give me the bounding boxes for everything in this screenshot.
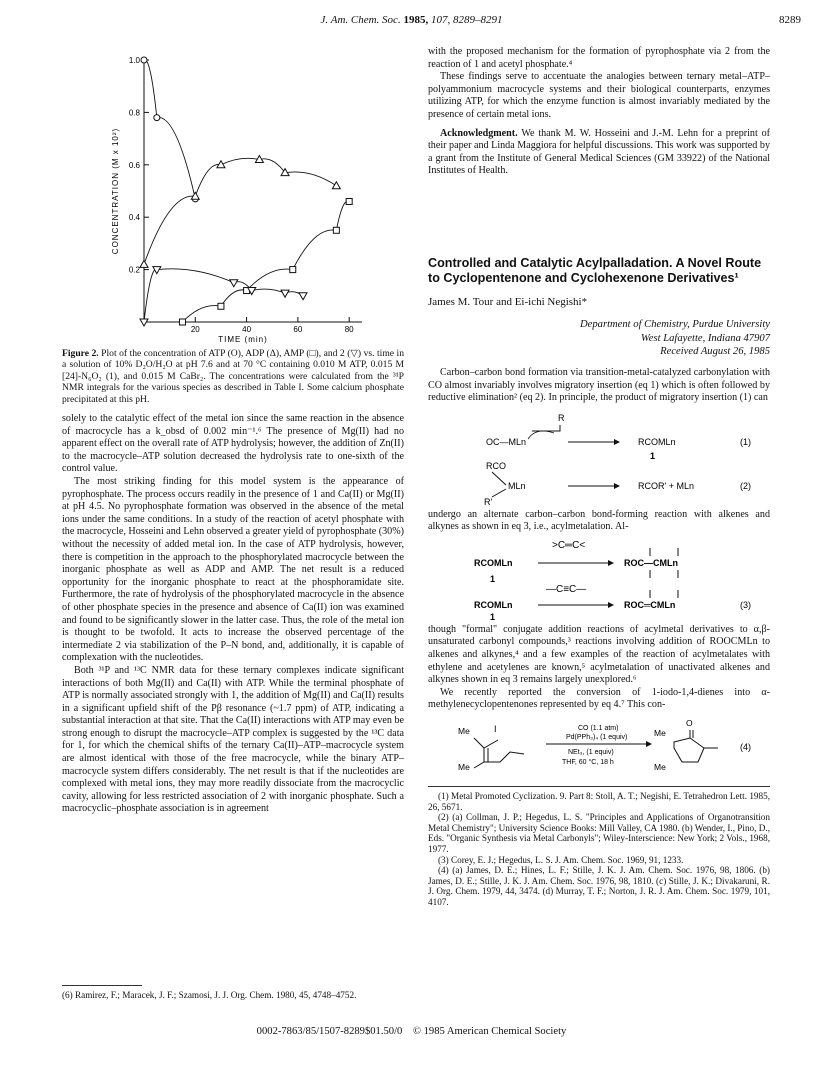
eq1-r: R <box>558 412 565 423</box>
eq1-number: 1 <box>650 450 656 461</box>
right-paragraph-5: though "formal" conjugate addition reactions of acylmetal derivatives to α,β-unsaturated carbonyl compounds,³ reactions involving addition of ROOCMLn to alkenes and alkynes,⁴ and a few examples of the reaction of acylmetalates with ethylene and acetylenes are known,⁵ acylmetalation of unactivated alkenes and alkynes shown in eq 3 remains largely unexplored.⁶ <box>428 623 770 686</box>
right-paragraph-1: with the proposed mechanism for the formation of pyrophosphate via 2 from the reaction of 1 and acetyl phosphate.⁴ <box>428 46 770 70</box>
eq4-iodine: I <box>494 724 497 735</box>
eq4-me-product-top: Me <box>654 728 666 739</box>
y-tick-label: 0.2 <box>128 265 140 275</box>
eq3-number-b: 1 <box>490 611 496 620</box>
y-tick-label: 0.4 <box>128 213 140 223</box>
footnote-6: (6) Ramirez, F.; Maracek, J. F.; Szamosi, J. J. Org. Chem. 1980, 45, 4748–4752. <box>62 990 357 1000</box>
y-tick-label: 0.8 <box>128 108 140 118</box>
page-number: 8289 <box>779 14 801 26</box>
article-authors: James M. Tour and Ei-ichi Negishi* <box>428 295 588 308</box>
y-axis-label: CONCENTRATION (M x 10²) <box>111 127 120 255</box>
eq4-condition-2: Pd(PPh₃)₄ (1 equiv) <box>566 734 628 742</box>
acknowledgment-label: Acknowledgment. <box>440 127 518 139</box>
series-line-2 <box>144 269 303 322</box>
reference-4: (4) (a) James, D. E.; Hines, L. F.; Stille, J. K. J. Am. Chem. Soc. 1976, 98, 1806. (b) James, D. E.; Stille, J. K. J. Am. Chem. Soc. 1976, 98, 1810. (c) Stille, J. K.; Divakaruni, R. J. Org. Chem. 1979, 44, 3474. (d) Murray, T. F.; Norton, J. R. J. Am. Chem. Soc. 1979, 101, 4107. <box>428 865 770 907</box>
figure-caption <box>62 348 404 405</box>
footer-issn: 0002-7863/85/1507-8289$01.50/0 <box>256 1026 403 1037</box>
right-paragraph-3: Carbon–carbon bond formation via transition-metal-catalyzed carbonylation with CO almost invariably involves migratory insertion (eq 1) which is often followed by reductive elimination² (eq 2). In principle, the product of migratory insertion (1) can <box>428 366 770 404</box>
reference-1: (1) Metal Promoted Cyclization. 9. Part 8: Stoll, A. T.; Negishi, E. Tetrahedron Lett. 1985, 26, 5671. <box>428 791 770 812</box>
eq3-reactant-a: RCOMLn <box>474 557 513 568</box>
eq1-left: OC—MLn <box>486 436 527 447</box>
eq3-alkyne: —C≡C— <box>546 583 587 595</box>
left-footnote <box>62 985 404 1001</box>
right-paragraph-2: These findings serve to accentuate the analogies between ternary metal–ATP–polyammonium macrocycle systems and their biological counterparts, enzymes utilizing ATP, for which the enzyme function is almost invariably mediated by the presence of certain metal ions. <box>428 71 770 120</box>
journal-volume-pages: 107, 8289–8291 <box>430 14 503 26</box>
eq2-mln: MLn <box>508 480 526 491</box>
x-tick-label: 20 <box>190 325 200 334</box>
figure-2 <box>62 46 404 346</box>
equations-1-2-drawing <box>428 409 770 505</box>
eq3-product-b: ROC—CMLn <box>624 557 678 568</box>
affiliation <box>428 318 770 359</box>
data-point-AMP <box>179 319 185 325</box>
data-point-ADP <box>140 260 148 267</box>
data-point-AMP <box>346 198 352 204</box>
x-tick-label: 60 <box>293 325 303 334</box>
eq2-rco: RCO <box>486 460 506 471</box>
data-point-2 <box>230 280 238 287</box>
data-point-ATP <box>154 115 160 121</box>
figure-caption-label: Figure 2. <box>62 348 99 359</box>
figure-caption-text: Plot of the concentration of ATP (O), ADP (Δ), AMP (□), and 2 (▽) vs. time in a solution of 10% D₂O/H₂O at pH 7.6 and at 70 °C containing 0.010 M ATP, 0.015 M [24]-N₆O₂ (1), and 0.015 M CaBr₂. The concentrations were calculated from the ³¹P NMR integrals for the various species as described in Table I. Some calcium phosphate precipitated at this pH. <box>62 348 404 405</box>
page-footer <box>0 1026 823 1037</box>
series-line-AMP <box>182 201 349 322</box>
x-axis-label: TIME (min) <box>218 335 268 344</box>
series-line-ADP <box>144 158 336 264</box>
reference-2: (2) (a) Collman, J. P.; Hegedus, L. S. "Principles and Applications of Organotransition Metal Chemistry"; University Science Books: Mill Valley, CA 1980. (b) Wender, I., Pino, D., Eds. "Organic Synthesis via Metal Carbonyls"; Wiley-Interscience: New York; 2 Vols., 1968, 1977. <box>428 812 770 854</box>
eq4-condition-1: CO (1.1 atm) <box>578 725 619 733</box>
eq3-reactant-c: RCOMLn <box>474 599 513 610</box>
journal-citation <box>0 14 823 26</box>
data-point-ATP <box>141 57 147 63</box>
received-date: Received August 26, 1985 <box>660 346 770 358</box>
equation-3 <box>428 538 770 620</box>
left-column <box>62 46 404 816</box>
eq4-label: (4) <box>740 742 751 753</box>
eq4-me-product-bottom: Me <box>654 762 666 773</box>
equations-1-2 <box>428 409 770 505</box>
right-column <box>428 46 770 908</box>
y-tick-label: 1.0 <box>128 56 140 65</box>
eq4-oxygen: O <box>686 718 693 729</box>
x-tick-label: 80 <box>344 325 354 334</box>
eq3-label: (3) <box>740 599 751 610</box>
equation-4 <box>428 718 770 780</box>
concentration-chart <box>62 46 404 346</box>
eq2-label: (2) <box>740 480 751 491</box>
eq3-number-a: 1 <box>490 573 496 584</box>
data-point-AMP <box>290 267 296 273</box>
eq4-me-bottom-left: Me <box>458 762 470 773</box>
equation-4-drawing <box>428 718 770 780</box>
eq4-me-top-left: Me <box>458 726 470 737</box>
right-paragraph-6: We recently reported the conversion of 1-iodo-1,4-dienes into α-methylenecyclopentenones represented by eq 4.⁷ This con- <box>428 686 770 711</box>
y-tick-label: 0.6 <box>128 160 140 170</box>
data-point-ADP <box>332 182 340 189</box>
article-title: Controlled and Catalytic Acylpalladation. A Novel Route to Cyclopentenone and Cyclohexenone Derivatives¹ <box>428 255 762 285</box>
left-paragraph-1: solely to the catalytic effect of the metal ion since the same reaction in the absence of macrocycle has a k_obsd of 0.002 min⁻¹.⁶ The presence of Mg(II) had no apparent effect on the overall rate of ATP hydrolysis; however, the addition of Zn(II) to the macrocycle–ATP solution decreased the hydrolysis rate to one-sixth of the control value. <box>62 413 404 475</box>
affiliation-department: Department of Chemistry, Purdue University <box>580 319 770 331</box>
equation-3-drawing <box>428 538 770 620</box>
eq3-alkene: >C═C< <box>552 539 586 551</box>
eq3-product-d: ROC═CMLn <box>624 599 676 610</box>
data-point-2 <box>281 290 289 297</box>
series-line-ATP <box>144 60 195 199</box>
journal-year: 1985, <box>403 14 429 26</box>
eq1-label: (1) <box>740 436 751 447</box>
eq2-right: RCOR' + MLn <box>638 480 694 491</box>
running-head <box>0 14 823 28</box>
left-paragraph-3: Both ³¹P and ¹³C NMR data for these ternary complexes indicate significant interactions of both Mg(II) and Ca(II) with ATP. While the terminal phosphate of ATP is normally associated strongly with 1, the addition of Mg(II) and Ca(II) results in a significant upfield shift of the Pβ resonance (~1.7 ppm) of ATP, indicating a substantial interaction at that site. That the Ca(II) interactions with ATP may even be strong enough to disrupt the macrocycle–ATP complex is suggested by the ¹³C data for 1, for which the chemical shifts of the ternary Ca(II)–ATP–macrocycle system are almost identical with those of the free macrocycle, while the binary ATP–macrocycle system differs considerably. The net result is that if the nucleotides are complexed with metal ions, they may more readily dissociate from the macrocyclic cavity, allowing for less restricted association of 2 with inorganic phosphate. Such a macrocyclic–phosphate association is in agreement <box>62 664 404 815</box>
acknowledgment <box>428 128 770 178</box>
data-point-2 <box>299 293 307 300</box>
eq4-condition-4: THF, 60 °C, 18 h <box>562 759 614 767</box>
eq2-rprime: R' <box>484 496 493 505</box>
data-point-AMP <box>218 303 224 309</box>
acknowledgment-text: We thank M. W. Hosseini and J.-M. Lehn for a preprint of their paper and Linda Maggiora for helpful discussions. This work was supported by a grant from the Institute of General Medical Sciences (GM 33922) of the National Institutes of Health. <box>428 127 770 177</box>
footer-copyright: © 1985 American Chemical Society <box>412 1026 567 1037</box>
journal-name: J. Am. Chem. Soc. <box>320 14 401 26</box>
references <box>428 791 770 908</box>
data-point-AMP <box>333 227 339 233</box>
eq4-condition-3: NEt₃, (1 equiv) <box>568 749 614 757</box>
affiliation-location: West Lafayette, Indiana 47907 <box>640 332 770 344</box>
right-paragraph-4: undergo an alternate carbon–carbon bond-forming reaction with alkenes and alkynes as shown in eq 3, i.e., acylmetalation. Al- <box>428 508 770 533</box>
x-tick-label: 40 <box>242 325 252 334</box>
eq1-right: RCOMLn <box>638 436 676 447</box>
reference-3: (3) Corey, E. J.; Hegedus, L. S. J. Am. Chem. Soc. 1969, 91, 1233. <box>438 854 684 865</box>
left-paragraph-2: The most striking finding for this model system is the appearance of pyrophosphate. The process occurs readily in the presence of 1 and Ca(II) or Mg(II) at pH 4.5. No pyrophosphate formation was observed in the absence of the metal ions under the same conditions. In a study of the reaction of acetyl phosphate with the macrocycle, Hosseini and Lehn observed a greater yield of pyrophosphate (30%) without the necessity of added metal ion. In the case of ATP hydrolysis, however, there is competition in the approach to the phosphorylated macrocycle between the inorganic phosphate as well as ADP and AMP. The net result is a reduced opportunity for the inorganic phosphate to react at the phosphoramidate site. Furthermore, the rate of hydrolysis of the phosphorylated macrocycle in the absence of other phosphate species in the presence and absence of Ca(II) ion was examined and found to be significantly slower in the latter case. Thus, the role of the metal ion is thought to be twofold. It acts to increase the observed percentage of the intermediate 2 via stabilization of the P–N bond, and, additionally, it is capable of complexation with the nucleotides. <box>62 476 404 664</box>
